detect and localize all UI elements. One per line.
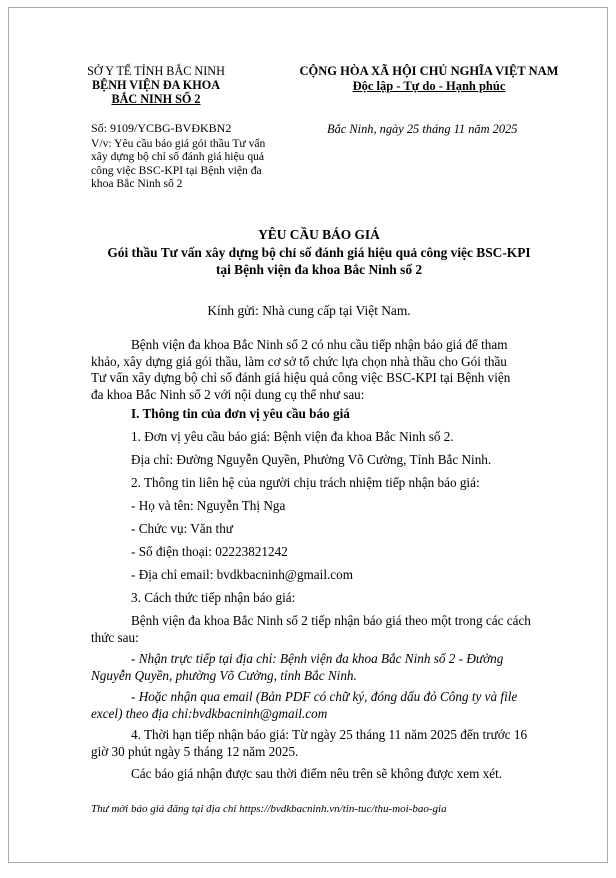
method-1 bbox=[91, 651, 569, 684]
method-line: - Nhận trực tiếp tại địa chỉ: Bệnh viện đa khoa Bắc Ninh số 2 - Đường bbox=[131, 651, 504, 666]
deadline-note: Các báo giá nhận được sau thời điểm nêu trên sẽ không được xem xét. bbox=[131, 766, 503, 781]
national-motto bbox=[269, 64, 589, 93]
agency-parent: SỞ Y TẾ TỈNH BẮC NINH bbox=[87, 64, 225, 78]
intro-paragraph bbox=[91, 337, 569, 403]
method-line: - Hoặc nhận qua email (Bản PDF có chữ ký, đóng dấu đỏ Công ty và file bbox=[131, 689, 518, 704]
item-3: 3. Cách thức tiếp nhận báo giá: bbox=[131, 590, 296, 605]
title-location: tại Bệnh viện đa khoa Bắc Ninh số 2 bbox=[215, 262, 423, 278]
subject-line: khoa Bắc Ninh số 2 bbox=[91, 177, 183, 191]
contact-phone: - Số điện thoại: 02223821242 bbox=[131, 544, 288, 559]
document-title bbox=[69, 226, 569, 279]
document-subject bbox=[91, 137, 291, 191]
methods-line: Bệnh viện đa khoa Bắc Ninh số 2 tiếp nhận báo giá theo một trong các cách bbox=[131, 613, 531, 628]
item-2: 2. Thông tin liên hệ của người chịu trách nhiệm tiếp nhận báo giá: bbox=[131, 475, 480, 490]
contact-email: - Địa chỉ email: bvdkbacninh@gmail.com bbox=[131, 567, 353, 582]
intro-line: Bệnh viện đa khoa Bắc Ninh số 2 có nhu cầu tiếp nhận báo giá để tham bbox=[131, 337, 508, 352]
agency-header bbox=[71, 64, 241, 106]
title-package: Gói thầu Tư vấn xây dựng bộ chỉ số đánh giá hiệu quả công việc BSC-KPI bbox=[107, 244, 531, 260]
agency-name-line2: BẮC NINH SỐ 2 bbox=[111, 92, 201, 106]
item-1: 1. Đơn vị yêu cầu báo giá: Bệnh viện đa khoa Bắc Ninh số 2. bbox=[131, 429, 454, 444]
method-2 bbox=[91, 689, 569, 722]
intro-line: đa khoa Bắc Ninh số 2 với nội dung cụ thể như sau: bbox=[91, 386, 365, 402]
agency-name: BỆNH VIỆN ĐA KHOA bbox=[91, 78, 221, 92]
item4-line: giờ 30 phút ngày 5 tháng 12 năm 2025. bbox=[91, 743, 299, 759]
intro-line: Tư vấn xây dựng bộ chỉ số đánh giá hiệu quả công việc BSC-KPI tại Bệnh viện bbox=[91, 370, 511, 386]
method-line: Nguyễn Quyền, phường Võ Cường, tỉnh Bắc Ninh. bbox=[91, 667, 357, 683]
methods-line: thức sau: bbox=[91, 629, 139, 645]
motto: Độc lập - Tự do - Hạnh phúc bbox=[352, 78, 506, 93]
methods-intro bbox=[91, 613, 569, 646]
section-heading: I. Thông tin của đơn vị yêu cầu báo giá bbox=[131, 406, 350, 421]
footer-note: Thư mời báo giá đăng tại địa chỉ https://bvdkbacninh.vn/tin-tuc/thu-moi-bao-gia bbox=[91, 803, 447, 815]
document-date: Bắc Ninh, ngày 25 tháng 11 năm 2025 bbox=[327, 122, 518, 136]
subject-line: V/v: Yêu cầu báo giá gói thầu Tư vấn bbox=[91, 137, 266, 150]
document-number: Số: 9109/YCBG-BVĐKBN2 bbox=[91, 121, 232, 135]
method-line: excel) theo địa chỉ:bvdkbacninh@gmail.com bbox=[91, 705, 328, 721]
contact-role: - Chức vụ: Văn thư bbox=[131, 521, 233, 536]
item-4 bbox=[91, 727, 569, 760]
address: Địa chỉ: Đường Nguyễn Quyền, Phường Võ Cường, Tỉnh Bắc Ninh. bbox=[131, 452, 492, 467]
document-page bbox=[8, 7, 608, 863]
subject-line: công việc BSC-KPI tại Bệnh viện đa bbox=[91, 163, 262, 177]
title-main: YÊU CẦU BÁO GIÁ bbox=[258, 227, 380, 242]
contact-name: - Họ và tên: Nguyễn Thị Nga bbox=[131, 498, 286, 513]
country-name: CỘNG HÒA XÃ HỘI CHỦ NGHĨA VIỆT NAM bbox=[299, 64, 559, 78]
subject-line: xây dựng bộ chỉ số đánh giá hiệu quả bbox=[91, 150, 265, 164]
intro-line: khảo, xây dựng giá gói thầu, làm cơ sở tổ chức lựa chọn nhà thầu cho Gói thầu bbox=[91, 353, 507, 369]
greeting: Kính gửi: Nhà cung cấp tại Việt Nam. bbox=[207, 303, 411, 318]
item4-line: 4. Thời hạn tiếp nhận báo giá: Từ ngày 25 tháng 11 năm 2025 đến trước 16 bbox=[131, 727, 528, 742]
